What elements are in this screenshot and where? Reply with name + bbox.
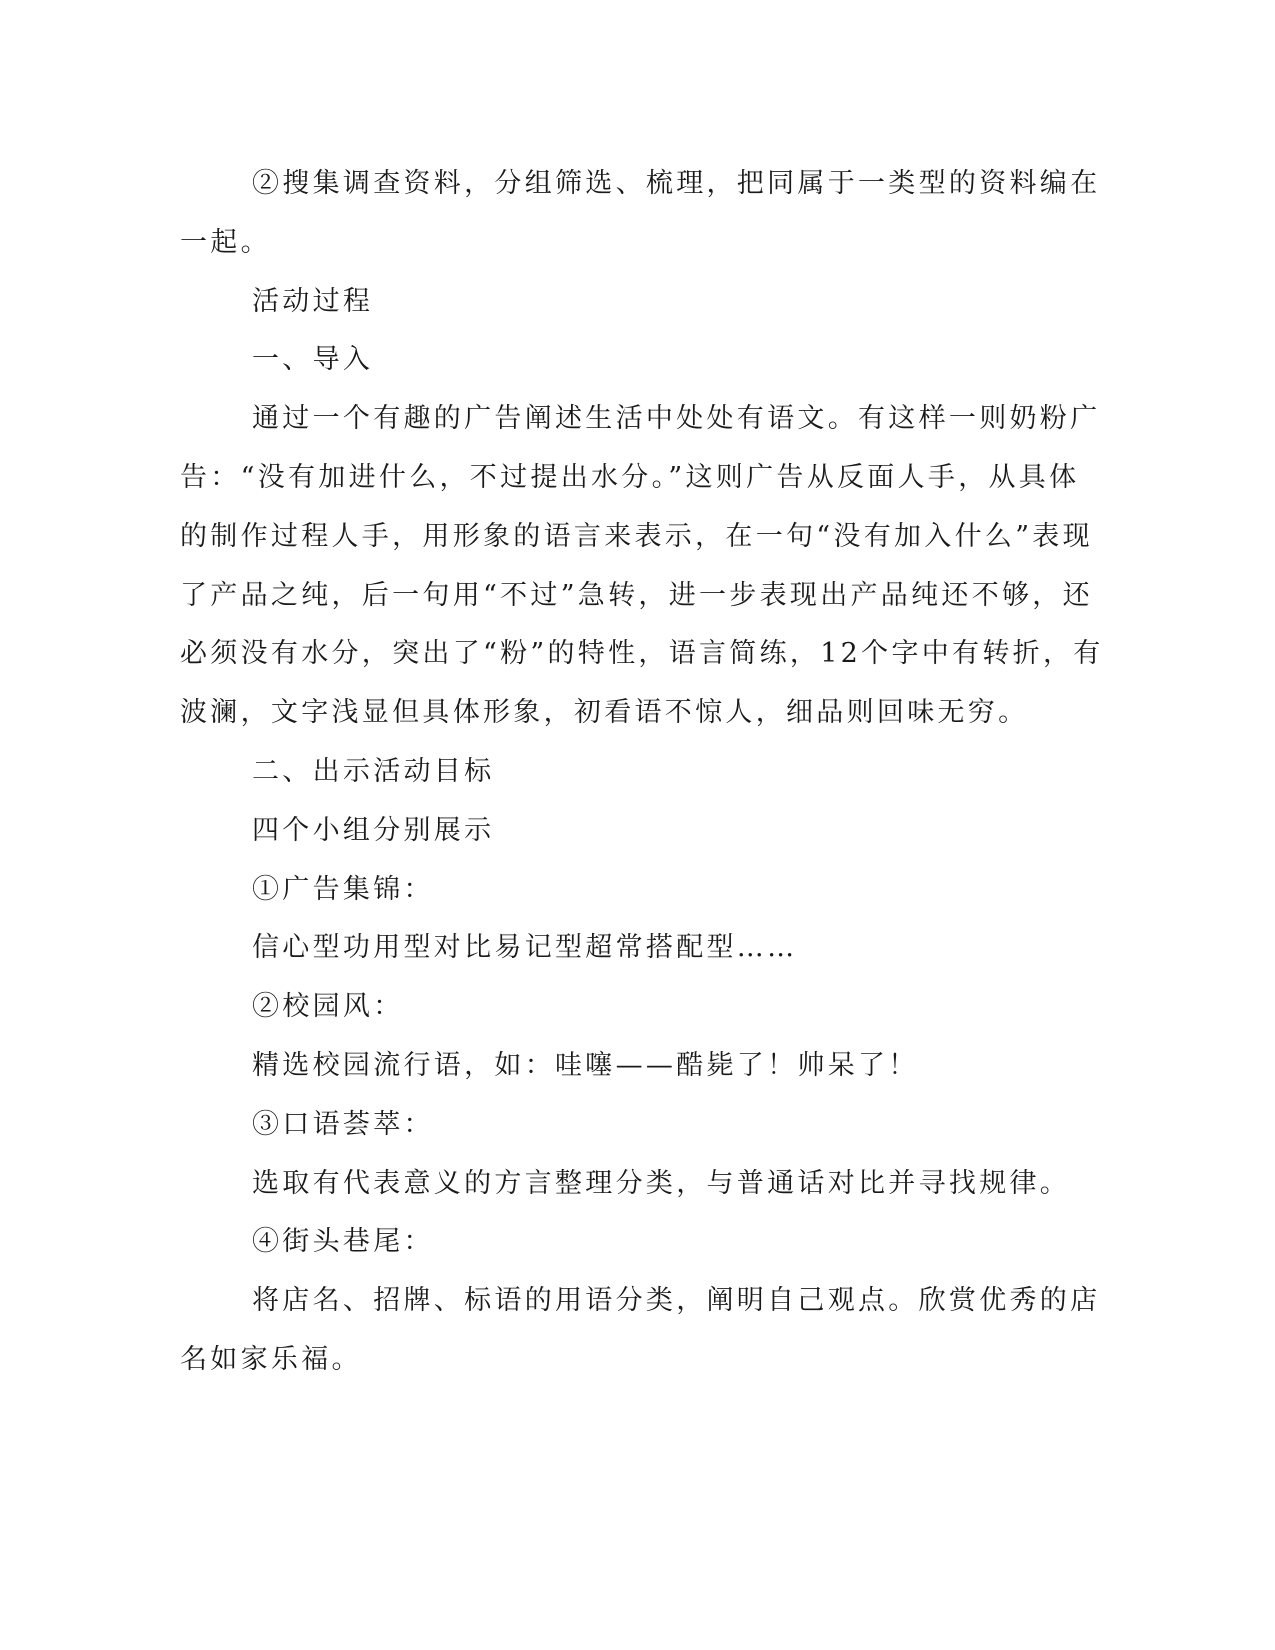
paragraph-advertisement-line-3: 的制作过程人手，用形象的语言来表示，在一句“没有加入什么”表现 — [180, 520, 1093, 552]
section-heading-introduction: 一、导入 — [252, 344, 374, 376]
list-item-spoken-language-title: ③口语荟萃： — [252, 1108, 434, 1140]
section-heading-activity-process: 活动过程 — [252, 285, 374, 317]
section-heading-activity-goals: 二、出示活动目标 — [252, 755, 495, 787]
list-item-streets-detail-line-1: 将店名、招牌、标语的用语分类，阐明自己观点。欣赏优秀的店 — [252, 1285, 1101, 1317]
paragraph-advertisement-line-6: 波澜，文字浅显但具体形象，初看语不惊人，细品则回味无穷。 — [180, 697, 1029, 729]
paragraph-collect-materials-line-2: 一起。 — [180, 226, 271, 258]
paragraph-groups-display: 四个小组分别展示 — [252, 814, 495, 846]
list-item-streets-title: ④街头巷尾： — [252, 1226, 434, 1258]
paragraph-advertisement-line-1: 通过一个有趣的广告阐述生活中处处有语文。有这样一则奶粉广 — [252, 403, 1101, 435]
paragraph-advertisement-line-2: 告：“没有加进什么，不过提出水分。”这则广告从反面人手，从具体 — [180, 461, 1080, 493]
list-item-spoken-language-detail: 选取有代表意义的方言整理分类，与普通话对比并寻找规律。 — [252, 1167, 1071, 1199]
list-item-ad-collection-detail: 信心型功用型对比易记型超常搭配型…… — [252, 932, 798, 964]
paragraph-advertisement-line-4: 了产品之纯，后一句用“不过”急转，进一步表现出产品纯还不够，还 — [180, 579, 1093, 611]
document-body — [180, 155, 1104, 1390]
paragraph-advertisement-line-5: 必须没有水分，突出了“粉”的特性，语言简练，12个字中有转折，有 — [180, 638, 1104, 670]
list-item-streets-detail-line-2: 名如家乐福。 — [180, 1343, 362, 1375]
list-item-campus-style-title: ②校园风： — [252, 991, 404, 1023]
list-item-campus-style-detail: 精选校园流行语，如：哇噻——酷毙了！帅呆了！ — [252, 1049, 919, 1081]
list-item-ad-collection-title: ①广告集锦： — [252, 873, 434, 905]
paragraph-collect-materials-line-1: ②搜集调查资料，分组筛选、梳理，把同属于一类型的资料编在 — [252, 168, 1101, 199]
